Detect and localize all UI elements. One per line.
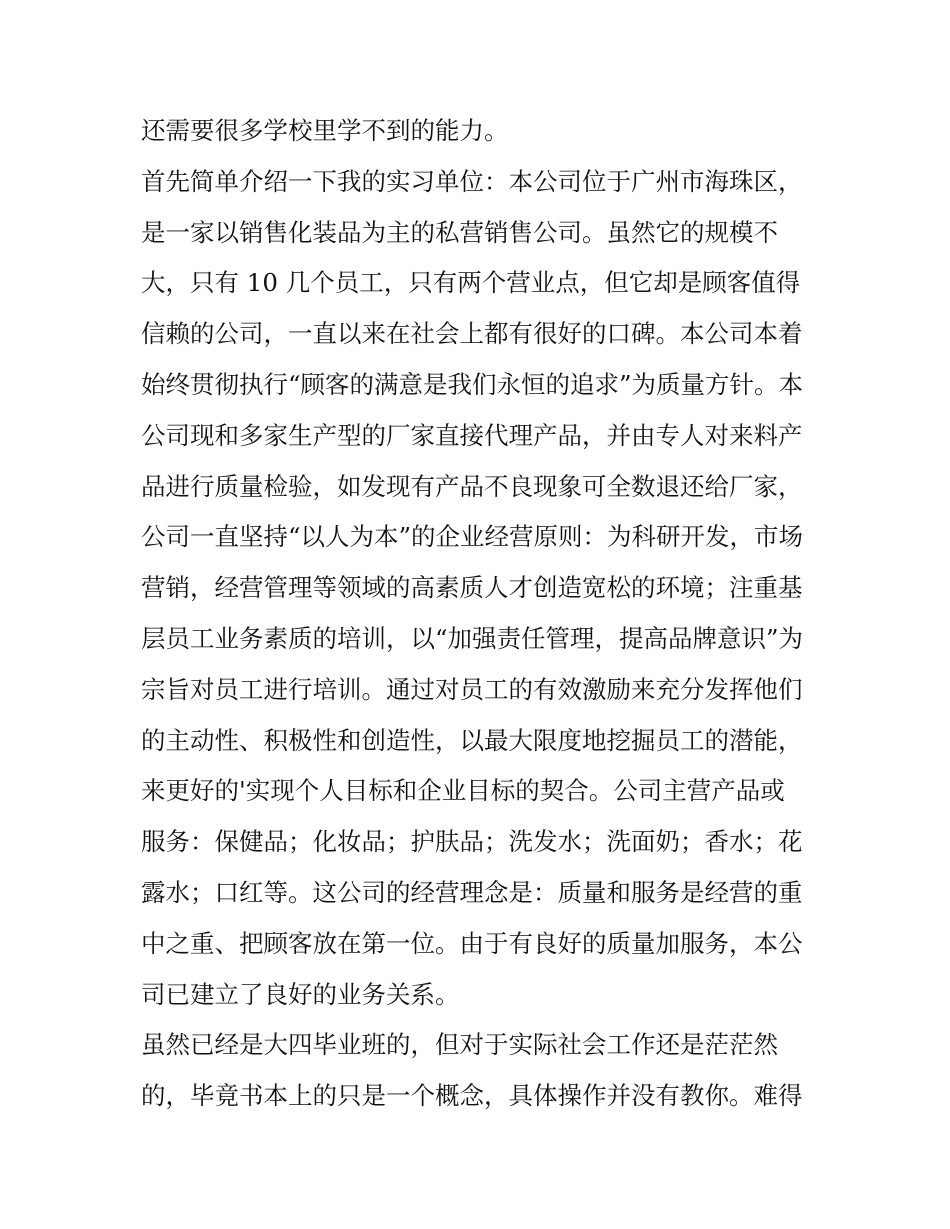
text-line: 营销，经营管理等领域的高素质人才创造宽松的环境；注重基	[141, 573, 803, 603]
text-line: 的主动性、积极性和创造性，以最大限度地挖掘员工的潜能，	[141, 725, 803, 755]
text-line: 信赖的公司，一直以来在社会上都有很好的口碑。本公司本着	[141, 319, 803, 349]
text-line: 宗旨对员工进行培训。通过对员工的有效激励来充分发挥他们	[141, 674, 803, 704]
text-line: 虽然已经是大四毕业班的，但对于实际社会工作还是茫茫然	[141, 1030, 778, 1060]
text-line: 公司现和多家生产型的厂家直接代理产品，并由专人对来料产	[141, 420, 803, 450]
document-body	[141, 106, 813, 1122]
text-line: 品进行质量检验，如发现有产品不良现象可全数退还给厂家，	[141, 471, 803, 501]
text-line: 是一家以销售化装品为主的私营销售公司。虽然它的规模不	[141, 217, 778, 247]
text-line: 始终贯彻执行“顾客的满意是我们永恒的追求”为质量方针。本	[141, 369, 804, 399]
text-line: 来更好的'实现个人目标和企业目标的契合。公司主营产品或	[141, 776, 785, 806]
text-line: 司已建立了良好的业务关系。	[141, 979, 460, 1009]
text-line: 大，只有 10 几个员工，只有两个营业点，但它却是顾客值得	[141, 268, 801, 298]
text-line: 露水；口红等。这公司的经营理念是：质量和服务是经营的重	[141, 877, 803, 907]
text-line: 的，毕竟书本上的只是一个概念，具体操作并没有教你。难得	[141, 1081, 803, 1111]
text-line: 服务：保健品；化妆品；护肤品；洗发水；洗面奶；香水；花	[141, 827, 803, 857]
text-line: 中之重、把顾客放在第一位。由于有良好的质量加服务，本公	[141, 928, 803, 958]
text-line: 首先简单介绍一下我的实习单位：本公司位于广州市海珠区，	[141, 166, 803, 196]
text-line: 还需要很多学校里学不到的能力。	[141, 116, 509, 145]
text-line: 公司一直坚持“以人为本”的企业经营原则：为科研开发，市场	[141, 522, 804, 552]
text-line: 层员工业务素质的培训，以“加强责任管理，提高品牌意识”为	[141, 623, 804, 653]
